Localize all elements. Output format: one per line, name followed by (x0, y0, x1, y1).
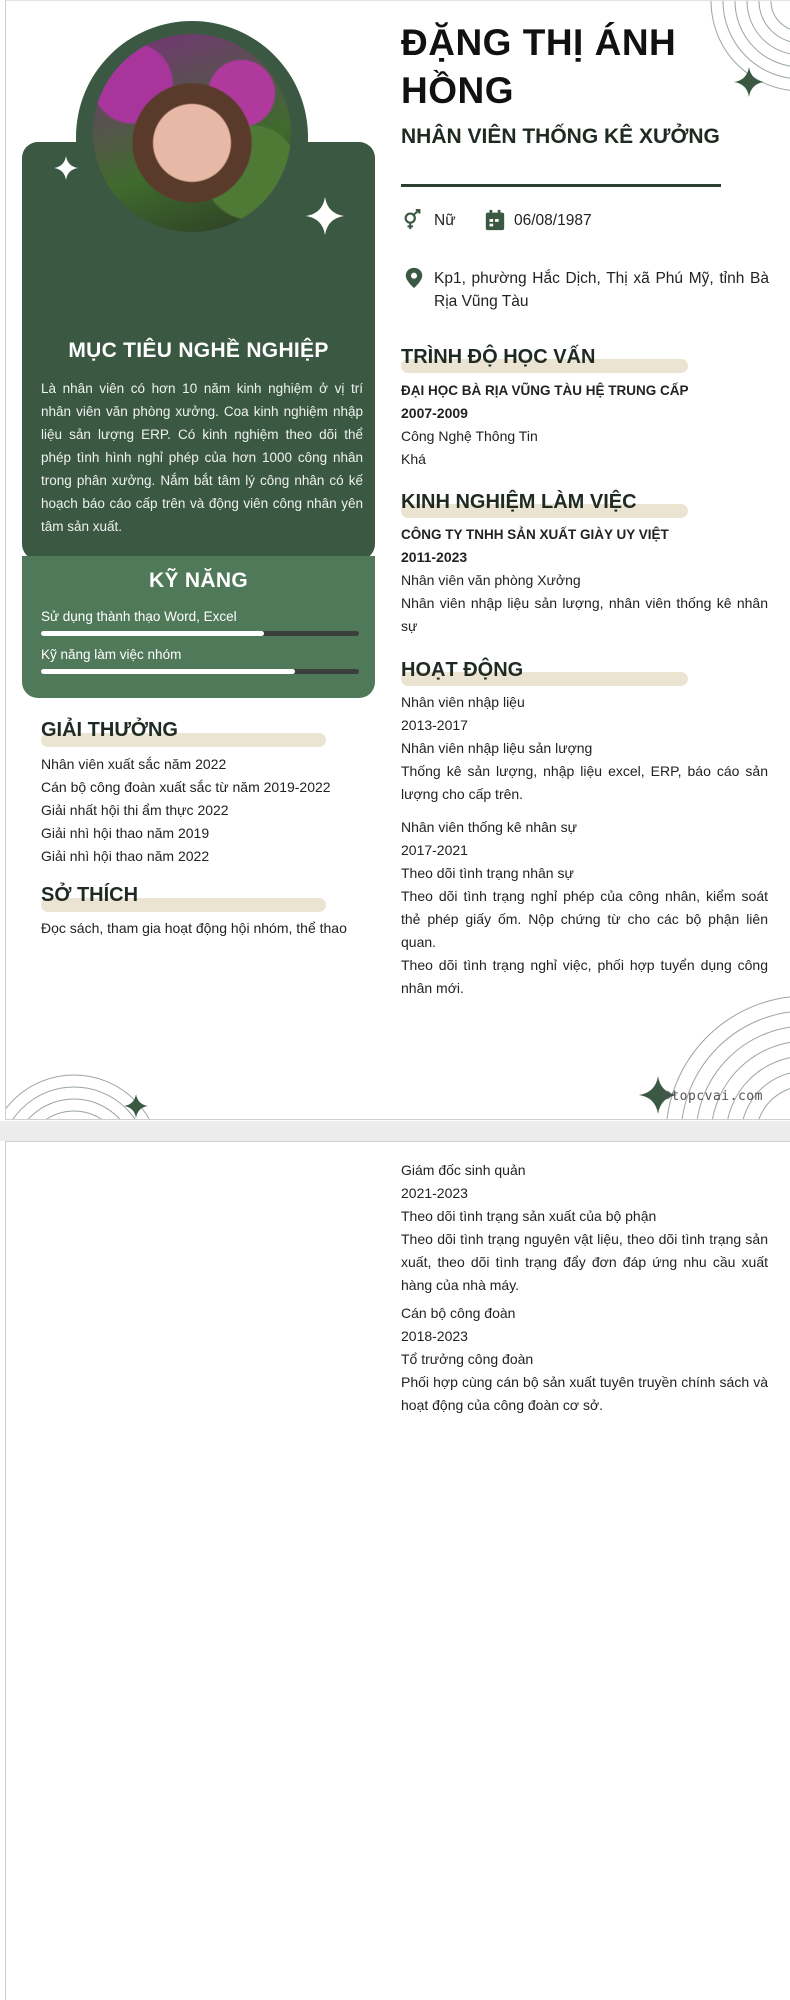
skill-fill-teamwork (41, 669, 295, 674)
cv-page-2 (5, 1141, 790, 2000)
activity-name: Cán bộ công đoàn (401, 1305, 516, 1321)
skill-label-word-excel: Sử dụng thành thạo Word, Excel (41, 609, 237, 624)
activities-title: HOẠT ĐỘNG (401, 659, 524, 681)
sparkle-large-icon (306, 197, 344, 235)
activity-role: Theo dõi tình trạng nhân sự (401, 865, 574, 881)
activity-desc: Thống kê sản lượng, nhập liệu excel, ERP, báo cáo sản lượng cho cấp trên. (401, 763, 768, 802)
objective-title: MỤC TIÊU NGHỀ NGHIỆP (68, 339, 329, 362)
activity-name: Nhân viên nhập liệu (401, 694, 525, 710)
education-title: TRÌNH ĐỘ HỌC VẤN (401, 346, 596, 368)
award-item: Giải nhì hội thao năm 2022 (41, 848, 210, 864)
experience-role: Nhân viên văn phòng Xưởng (401, 572, 581, 588)
activity-name: Nhân viên thống kê nhân sự (401, 819, 577, 835)
activity-role: Theo dõi tình trạng sản xuất của bộ phận (401, 1208, 657, 1224)
calendar-icon (484, 209, 506, 231)
location-pin-icon (403, 267, 425, 289)
job-title-underline (401, 184, 721, 187)
skill-bar-teamwork (41, 669, 359, 674)
activity-desc: Phối hợp cùng cán bộ sản xuất tuyên truyền chính sách và hoạt động của công đoàn cơ sở. (401, 1374, 768, 1413)
skill-fill-word-excel (41, 631, 264, 636)
experience-period: 2011-2023 (401, 549, 468, 565)
sparkle-small-icon (54, 156, 78, 180)
experience-block (401, 523, 768, 638)
decor-star-top-right-icon (734, 67, 764, 97)
education-school: ĐẠI HỌC BÀ RỊA VŨNG TÀU HỆ TRUNG CẤP (401, 383, 689, 398)
experience-title: KINH NGHIỆM LÀM VIỆC (401, 491, 637, 513)
activity-period: 2017-2021 (401, 842, 468, 858)
awards-list (41, 753, 331, 868)
activity-period: 2018-2023 (401, 1328, 468, 1344)
award-item: Giải nhất hội thi ẩm thực 2022 (41, 802, 229, 818)
birthday-value: 06/08/1987 (514, 212, 592, 229)
decor-star-bottom-left-icon (124, 1094, 148, 1118)
education-major: Công Nghệ Thông Tin (401, 428, 538, 444)
watermark: ©topcvai.com (663, 1089, 763, 1104)
page-separator (0, 1121, 790, 1141)
objective-text: Là nhân viên có hơn 10 năm kinh nghiệm ở vị trí nhân viên văn phòng xưởng. Coa kinh nghiệm nhập liệu sản lượng ERP. Có kinh nghiệm theo dõi thể phép tình hình nghỉ phép của hơn 1000 công nhân trong phân xưởng. Nắm bắt tâm lý công nhân có kế hoạch báo cáo cấp trên và động viên công nhân yên tâm sản xuất. (41, 381, 363, 534)
gender-value: Nữ (434, 212, 456, 229)
activity-desc: Theo dõi tình trạng nguyên vật liệu, theo dõi tình trạng sản xuất, theo dõi tình trạng đẩy đơn đáp ứng nhu cầu xuất hàng của nhà máy. (401, 1231, 768, 1293)
skill-label-teamwork: Kỹ năng làm việc nhóm (41, 647, 182, 662)
gender-icon (402, 209, 424, 231)
education-period: 2007-2009 (401, 405, 468, 421)
awards-title: GIẢI THƯỞNG (41, 719, 178, 741)
education-block (401, 379, 768, 471)
activity-period: 2013-2017 (401, 717, 468, 733)
activity-item (401, 1302, 768, 1417)
job-title: NHÂN VIÊN THỐNG KÊ XƯỞNG (401, 125, 720, 148)
activity-role: Tổ trưởng công đoàn (401, 1351, 534, 1367)
address-value: Kp1, phường Hắc Dịch, Thị xã Phú Mỹ, tỉnh Bà Rịa Vũng Tàu (434, 270, 769, 310)
education-grade: Khá (401, 451, 426, 467)
avatar (93, 34, 291, 232)
award-item: Cán bộ công đoàn xuất sắc từ năm 2019-2022 (41, 779, 331, 795)
activity-desc: Theo dõi tình trạng nghỉ phép của công nhân, kiểm soát thẻ phép giấy ốm. Nộp chứng từ cho các bộ phận liên quan. (401, 888, 768, 950)
activity-item (401, 1159, 768, 1297)
award-item: Nhân viên xuất sắc năm 2022 (41, 756, 227, 772)
cv-page-1 (5, 0, 790, 1120)
skills-title: KỸ NĂNG (149, 569, 248, 592)
experience-company: CÔNG TY TNHH SẢN XUẤT GIÀY UY VIỆT (401, 527, 669, 542)
skill-bar-word-excel (41, 631, 359, 636)
activity-name: Giám đốc sinh quản (401, 1162, 526, 1178)
candidate-name: ĐẶNG THỊ ÁNH HỒNG (401, 22, 677, 111)
activity-period: 2021-2023 (401, 1185, 468, 1201)
activity-desc-2: Theo dõi tình trạng nghỉ việc, phối hợp tuyển dụng công nhân mới. (401, 957, 768, 996)
experience-desc: Nhân viên nhập liệu sản lượng, nhân viên thống kê nhân sự (401, 595, 768, 634)
hobbies-text: Đọc sách, tham gia hoạt động hội nhóm, thể thao (41, 920, 347, 936)
award-item: Giải nhì hội thao năm 2019 (41, 825, 210, 841)
activity-item (401, 691, 768, 806)
hobbies-title: SỞ THÍCH (41, 884, 139, 906)
activity-role: Nhân viên nhập liệu sản lượng (401, 740, 593, 756)
activity-item (401, 816, 768, 1000)
